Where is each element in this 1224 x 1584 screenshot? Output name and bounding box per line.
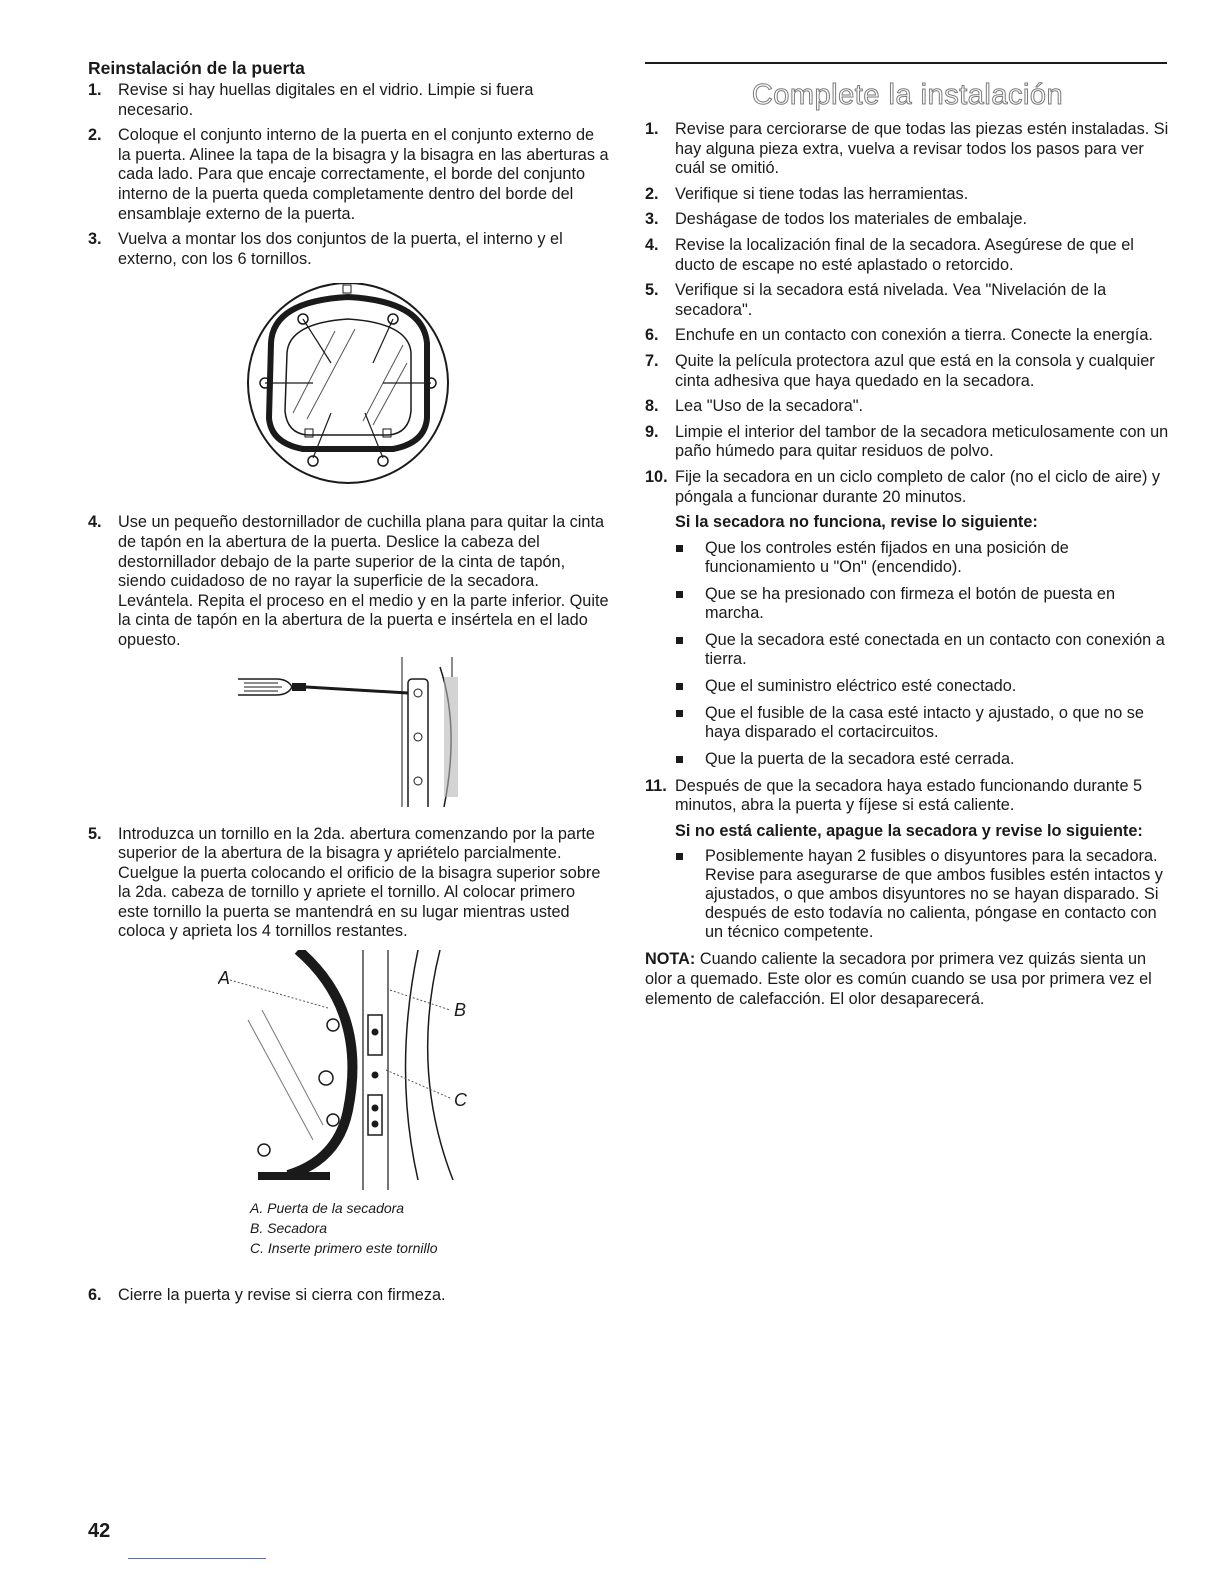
step-number: 3. [88,230,102,249]
step-text: Limpie el interior del tambor de la secadora meticulosamente con un paño húmedo para quitar residuos de polvo. [675,422,1169,461]
bullet-text: Que la secadora esté conectada en un contacto con conexión a tierra. [705,630,1165,668]
step-number: 2. [88,126,102,145]
step-text: Vuelva a montar los dos conjuntos de la puerta, el interno y el externo, con los 6 tornillos. [118,230,563,268]
bullet-text: Que los controles estén fijados en una posición de funcionamiento u "On" (encendido). [705,538,1069,576]
section-title: Complete la instalación [751,79,1064,111]
list-item [645,777,1170,943]
right-column [645,58,1170,1009]
page-number: 42 [88,1520,111,1542]
step-number: 6. [645,326,659,345]
step-number: 1. [645,120,659,138]
bullet-square-icon [676,853,683,860]
section-divider [645,62,1167,64]
door-assembly-drawing [243,283,453,493]
step-number: 4. [645,235,659,254]
list-item [645,397,1170,417]
step-text: Verifique si tiene todas las herramientas. [675,184,969,203]
step-text: Deshágase de todos los materiales de embalaje. [675,210,1028,229]
note-text: Cuando caliente la secadora por primera vez quizás sienta un olor a quemado. Este olor es común cuando se usa por primera vez el elemento de calefacción. El olor desaparecerá. [645,950,1152,1008]
step-number: 6. [88,1286,102,1305]
list-item [645,120,1170,179]
list-item [675,677,1170,696]
step-number: 5. [88,824,102,843]
step-text: Revise la localización final de la secadora. Asegúrese de que el ducto de escape no esté aplastado o retorcido. [675,235,1134,274]
bullet-text: Que el fusible de la casa esté intacto y ajustado, o que no se haya disparado el cortacircuitos. [705,703,1144,741]
step-text: Revise si hay huellas digitales en el vidrio. Limpie si fuera necesario. [118,81,534,119]
door-assembly-illustration [243,283,453,493]
list-item [88,81,610,120]
door-hinge-illustration [218,950,488,1190]
not-hot-checklist [675,847,1170,942]
label-a: A [218,968,231,989]
door-steps-list [88,81,610,269]
left-column [88,58,610,1312]
step-text: Verifique si la secadora está nivelada. Vea "Nivelación de la secadora". [675,281,1107,319]
list-item [645,352,1170,391]
label-c: C [454,1090,467,1111]
list-item [88,513,610,650]
bullet-square-icon [676,683,683,690]
caption-line: B. Secadora [250,1220,328,1237]
step-number: 4. [88,513,102,532]
step-text: Cierre la puerta y revise si cierra con firmeza. [118,1286,446,1305]
note-label: NOTA: [645,950,696,969]
list-item [645,185,1170,205]
list-item [88,230,610,269]
screwdriver-illustration [208,657,478,807]
step-number: 11. [645,776,667,795]
step-number: 10. [645,467,668,486]
bullet-square-icon [676,756,683,763]
step-text: Revise para cerciorarse de que todas las piezas estén instaladas. Si hay alguna pieza extra, vuelva a revisar todos los pasos para ver cuál se omitió. [675,120,1169,178]
bullet-square-icon [676,710,683,717]
step-text: Introduzca un tornillo en la 2da. abertura comenzando por la parte superior de la abertura de la bisagra y apriételo parcialmente. Cuelgue la puerta colocando el orificio de la bisagra superior sobre la 2da. cabeza de tornillo y apriete el tornillo. Al colocar primero este tornillo la puerta se mantendrá en su lugar mientras usted coloca y aprieta los 4 tornillos restantes. [118,824,601,941]
complete-steps-list [645,120,1170,942]
note-paragraph [645,950,1170,1009]
step-text: Quite la película protectora azul que está en la consola y cualquier cinta adhesiva que haya quedado en la secadora. [675,351,1155,390]
step-number: 2. [645,184,659,203]
list-item [645,281,1170,320]
step-number: 7. [645,351,659,370]
list-item [675,750,1170,769]
list-item [645,210,1170,230]
list-item [675,539,1170,577]
step-text: Enchufe en un contacto con conexión a tierra. Conecte la energía. [675,326,1153,345]
bullet-square-icon [676,545,683,552]
step-text: Fije la secadora en un ciclo completo de calor (no el ciclo de aire) y póngala a funcionar durante 20 minutos. [675,467,1161,506]
step-text: Use un pequeño destornillador de cuchilla plana para quitar la cinta de tapón en la abertura de la puerta. Deslice la cabeza del destornillador debajo de la parte superior de la cinta de tapón, siendo cuidadoso de no rayar la superficie de la secadora. Levántela. Repita el proceso en el medio y en la parte inferior. Quite la cinta de tapón en la abertura de la puerta e insértela en el lado opuesto. [118,513,609,649]
caption-line: C. Inserte primero este tornillo [250,1240,438,1257]
bullet-text: Posiblemente hayan 2 fusibles o disyuntores para la secadora. Revise para asegurarse de que ambos fusibles estén intactos y ajustados, o que ambos disyuntores no se hayan disparado. Si después de esto todavía no calienta, póngase en contacto con un técnico competente. [705,847,1163,942]
door-steps-list-3 [88,825,610,943]
list-item [675,585,1170,623]
list-item [645,326,1170,346]
list-item [88,1286,610,1306]
door-steps-list-2 [88,513,610,650]
list-item [645,423,1170,462]
step-text: Después de que la secadora haya estado funcionando durante 5 minutos, abra la puerta y fíjese si está caliente. [675,776,1143,815]
door-reinstall-heading: Reinstalación de la puerta [88,58,305,78]
not-hot-heading: Si no está caliente, apague la secadora y revise lo siguiente: [675,821,1143,840]
footer-rule [128,1558,266,1559]
bullet-text: Que se ha presionado con firmeza el botón de puesta en marcha. [705,584,1116,622]
list-item [645,468,1170,769]
step-number: 8. [645,397,659,416]
step-text: Coloque el conjunto interno de la puerta en el conjunto externo de la puerta. Alinee la tapa de la bisagra y la bisagra en las aberturas a cada lado. Para que encaje correctamente, el borde del conjunto interno de la puerta queda completamente dentro del borde del ensamblaje externo de la puerta. [118,126,609,223]
not-working-heading: Si la secadora no funciona, revise lo siguiente: [675,513,1038,532]
step-number: 3. [645,210,659,229]
bullet-square-icon [676,591,683,598]
list-item [675,847,1170,942]
list-item [88,825,610,943]
step-number: 9. [645,422,659,441]
step-number: 5. [645,281,659,300]
caption-line: A. Puerta de la secadora [250,1200,405,1217]
list-item [675,631,1170,669]
step-number: 1. [88,81,102,99]
door-steps-list-4 [88,1286,610,1306]
label-b: B [454,1000,467,1021]
bullet-text: Que el suministro eléctrico esté conectado. [705,676,1017,695]
list-item [645,236,1170,275]
not-working-checklist [675,539,1170,769]
figure-caption [250,1198,610,1258]
list-item [88,126,610,224]
screwdriver-drawing [208,657,478,807]
list-item [675,704,1170,742]
door-hinge-drawing [218,950,488,1190]
bullet-text: Que la puerta de la secadora esté cerrada. [705,749,1015,768]
step-text: Lea "Uso de la secadora". [675,397,864,416]
bullet-square-icon [676,637,683,644]
